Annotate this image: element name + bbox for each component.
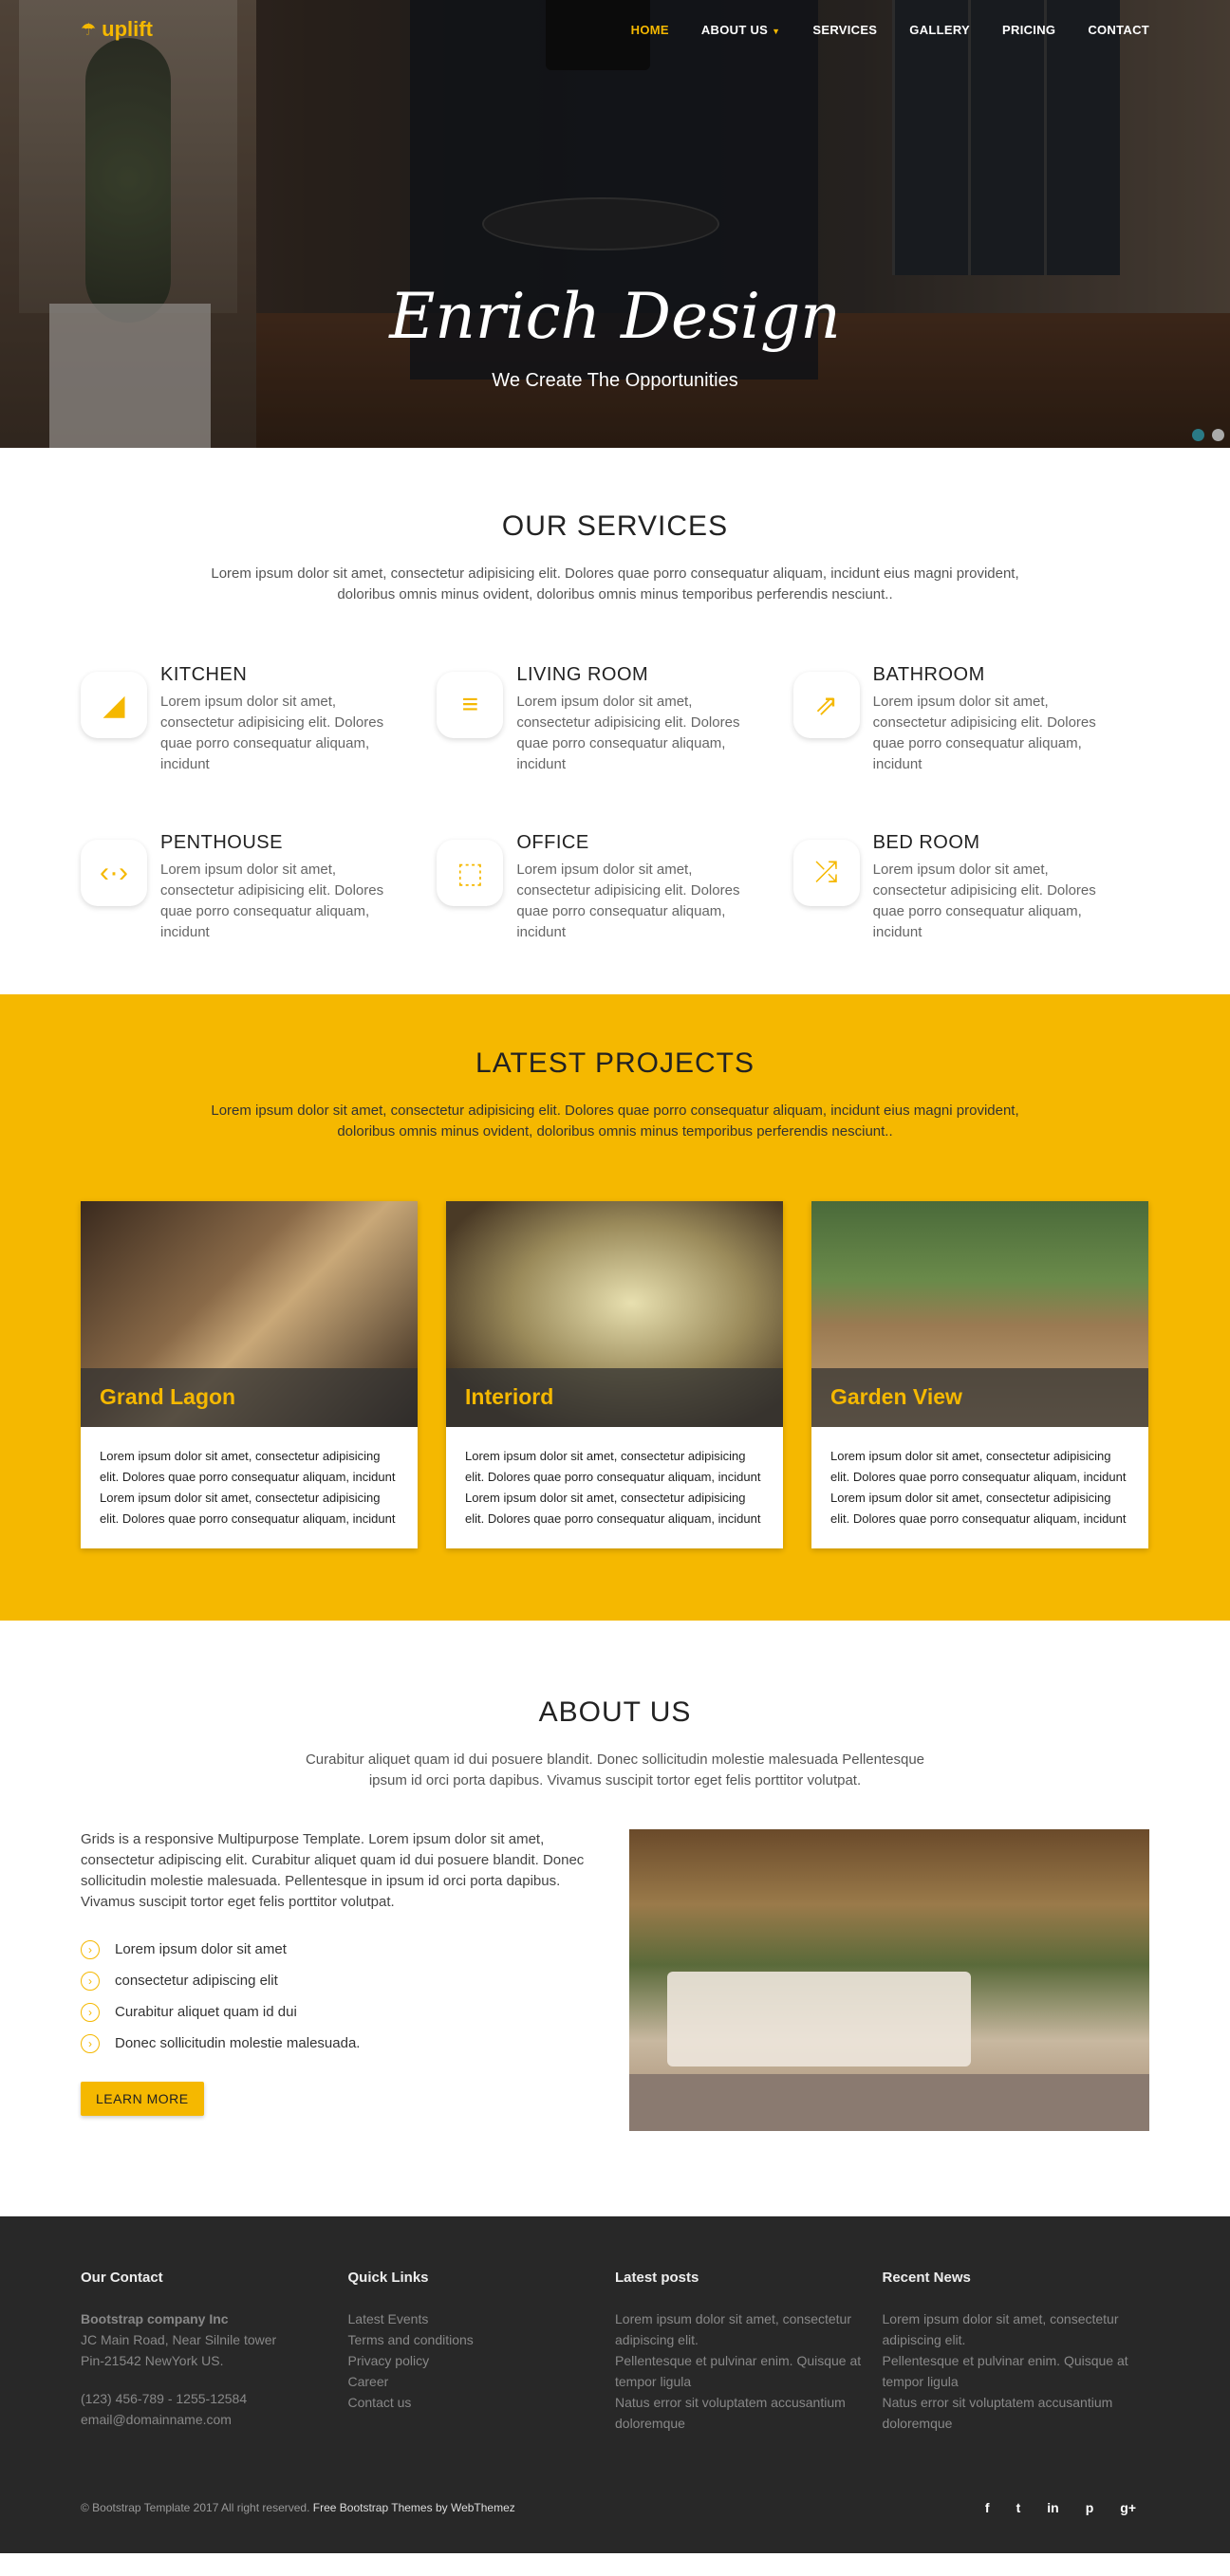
about-image-sofa — [667, 1972, 971, 2066]
footer-heading: Quick Links — [347, 2270, 429, 2286]
project-card[interactable] — [811, 1201, 1148, 1548]
slider-dot-2[interactable] — [1212, 429, 1224, 441]
about-image-floor — [629, 2074, 1149, 2131]
about-row — [81, 1829, 1149, 2131]
copyright-text: © Bootstrap Template 2017 All right reserved. — [81, 2501, 310, 2514]
post-link[interactable]: Natus error sit voluptatem accusantium doloremque — [615, 2395, 846, 2431]
project-image — [81, 1201, 418, 1427]
news-link[interactable]: Lorem ipsum dolor sit amet, consectetur adipiscing elit. — [882, 2311, 1119, 2347]
project-image — [446, 1201, 783, 1427]
caret-down-icon: ▼ — [772, 26, 781, 36]
credit-link[interactable]: Free Bootstrap Themes — [312, 2501, 433, 2514]
service-title: PENTHOUSE — [160, 832, 283, 853]
music-list-icon: ≡ — [437, 672, 503, 738]
hero-banner — [0, 0, 1230, 448]
social-links — [985, 2500, 1136, 2515]
linkedin-icon[interactable]: in — [1047, 2500, 1059, 2515]
phone: (123) 456-789 - 1255-12584 — [81, 2391, 248, 2406]
projects-title: LATEST PROJECTS — [475, 1047, 755, 1079]
services-subtitle: Lorem ipsum dolor sit amet, consectetur adipisicing elit. Dolores quae porro consequatur aliquam, incidunt eius magni provident, doloribus omnis minus ovident, doloribus omnis minus temporibus perferendis nesciunt.. — [211, 565, 1019, 602]
external-link-icon: ⇗ — [793, 672, 860, 738]
address-line: JC Main Road, Near Silnile tower — [81, 2332, 277, 2347]
list-item — [81, 1965, 593, 1996]
footer-heading: Recent News — [882, 2270, 971, 2286]
project-image — [811, 1201, 1148, 1427]
about-content — [81, 1829, 593, 2131]
service-title: BED ROOM — [872, 832, 980, 853]
umbrella-icon: ☂ — [81, 19, 97, 39]
nav-menu — [631, 23, 1149, 37]
service-bed-room — [793, 832, 1107, 943]
footer-link[interactable]: Career — [347, 2374, 389, 2389]
code-arrows-icon: ‹·› — [81, 840, 147, 906]
twitter-icon[interactable]: t — [1016, 2500, 1021, 2515]
services-grid — [81, 664, 1149, 943]
project-text: Lorem ipsum dolor sit amet, consectetur adipisicing elit. Dolores quae porro consequatur aliquam, incidunt Lorem ipsum dolor sit amet, consectetur adipisicing elit. Dolores quae porro consequatur aliquam, incidunt — [830, 1449, 1127, 1526]
service-title: OFFICE — [516, 832, 589, 853]
hero-title: Enrich Design — [389, 280, 841, 353]
footer — [0, 2216, 1230, 2553]
service-kitchen — [81, 664, 394, 775]
service-office — [437, 832, 750, 943]
footer-contact — [81, 2270, 348, 2434]
projects-section — [0, 994, 1230, 1621]
hero-subtitle: We Create The Opportunities — [492, 370, 738, 391]
news-link[interactable]: Natus error sit voluptatem accusantium doloremque — [882, 2395, 1113, 2431]
email-link[interactable]: email@domainname.com — [81, 2412, 232, 2427]
chevron-right-icon: › — [81, 1940, 100, 1959]
facebook-icon[interactable]: f — [984, 2500, 990, 2515]
footer-link[interactable]: Contact us — [347, 2395, 412, 2410]
chevron-right-icon: › — [81, 2034, 100, 2053]
company-name: Bootstrap company Inc — [81, 2311, 229, 2326]
nav-pricing[interactable]: PRICING — [1002, 22, 1056, 37]
chevron-right-icon: › — [81, 1972, 100, 1991]
google-plus-icon[interactable]: g+ — [1120, 2500, 1136, 2515]
project-card[interactable] — [81, 1201, 418, 1548]
post-link[interactable]: Pellentesque et pulvinar enim. Quisque at tempor ligula — [615, 2353, 862, 2389]
service-title: KITCHEN — [160, 664, 248, 685]
service-penthouse — [81, 832, 394, 943]
list-item-text: Lorem ipsum dolor sit amet — [115, 1941, 287, 1957]
list-item — [81, 1996, 593, 2028]
credit-by: by WebThemez — [435, 2501, 515, 2514]
nav-home[interactable]: HOME — [630, 22, 669, 37]
footer-heading: Our Contact — [81, 2270, 163, 2286]
logo-text: uplift — [102, 17, 153, 41]
footer-columns — [81, 2270, 1149, 2434]
about-subtitle: Curabitur aliquet quam id dui posuere blandit. Donec sollicitudin molestie malesuada Pellentesque ipsum id orci porta dapibus. Vivamus suscipit tortor eget felis porttitor volutpat. — [305, 1751, 925, 1788]
footer-link[interactable]: Privacy policy — [347, 2353, 430, 2368]
list-item — [81, 2028, 593, 2059]
learn-more-button[interactable]: LEARN MORE — [81, 2082, 204, 2116]
service-bathroom — [793, 664, 1107, 775]
footer-bottom — [81, 2434, 1149, 2553]
project-title: Interiord — [446, 1368, 783, 1427]
project-text: Lorem ipsum dolor sit amet, consectetur adipisicing elit. Dolores quae porro consequatur aliquam, incidunt Lorem ipsum dolor sit amet, consectetur adipisicing elit. Dolores quae porro consequatur aliquam, incidunt — [100, 1449, 396, 1526]
service-text: Lorem ipsum dolor sit amet, consectetur adipisicing elit. Dolores quae porro consequatur aliquam, incidunt — [516, 862, 740, 940]
service-text: Lorem ipsum dolor sit amet, consectetur adipisicing elit. Dolores quae porro consequatur aliquam, incidunt — [516, 694, 740, 772]
footer-recent-news — [883, 2270, 1150, 2434]
shuffle-icon: ⤮ — [793, 840, 860, 906]
about-section — [0, 1621, 1230, 2216]
nav-services[interactable]: SERVICES — [812, 22, 878, 37]
about-list — [81, 1934, 593, 2059]
services-title: OUR SERVICES — [501, 510, 729, 542]
projects-subtitle: Lorem ipsum dolor sit amet, consectetur adipisicing elit. Dolores quae porro consequatur aliquam, incidunt eius magni provident, doloribus omnis minus ovident, doloribus omnis minus temporibus perferendis nesciunt.. — [211, 1103, 1019, 1140]
slider-dot-1[interactable] — [1192, 429, 1204, 441]
picture-in-picture-icon: ⬚ — [437, 840, 503, 906]
service-text: Lorem ipsum dolor sit amet, consectetur adipisicing elit. Dolores quae porro consequatur aliquam, incidunt — [872, 694, 1096, 772]
footer-quick-links — [348, 2270, 616, 2434]
footer-latest-posts — [615, 2270, 883, 2434]
about-image — [629, 1829, 1149, 2131]
nav-contact[interactable]: CONTACT — [1088, 22, 1149, 37]
list-item-text: Donec sollicitudin molestie malesuada. — [115, 2035, 361, 2051]
hero-text — [0, 280, 1230, 392]
service-title: BATHROOM — [872, 664, 985, 685]
service-title: LIVING ROOM — [516, 664, 649, 685]
slider-dots — [1192, 429, 1224, 441]
copyright — [81, 2501, 515, 2514]
services-section — [0, 448, 1230, 994]
project-card[interactable] — [446, 1201, 783, 1548]
main-nav — [0, 0, 1230, 59]
pinterest-icon[interactable]: p — [1085, 2500, 1094, 2515]
about-intro: Grids is a responsive Multipurpose Template. Lorem ipsum dolor sit amet, consectetur adipiscing elit. Curabitur aliquet quam id dui posuere blandit. Donec sollicitudin molestie malesuada. Pellentesque in ipsum id orci porta dapibus. Vivamus suscipit tortor eget felis porttitor volutpat. — [81, 1831, 585, 1910]
news-link[interactable]: Pellentesque et pulvinar enim. Quisque at tempor ligula — [882, 2353, 1128, 2389]
service-text: Lorem ipsum dolor sit amet, consectetur adipisicing elit. Dolores quae porro consequatur aliquam, incidunt — [160, 694, 384, 772]
projects-grid — [81, 1201, 1149, 1548]
nav-about-us[interactable] — [701, 23, 781, 37]
nav-gallery[interactable]: GALLERY — [909, 22, 971, 37]
project-title: Garden View — [811, 1368, 1148, 1427]
list-item-text: Curabitur aliquet quam id dui — [115, 2004, 297, 2020]
footer-link[interactable]: Terms and conditions — [347, 2332, 474, 2347]
about-title: ABOUT US — [538, 1696, 692, 1728]
service-text: Lorem ipsum dolor sit amet, consectetur adipisicing elit. Dolores quae porro consequatur aliquam, incidunt — [872, 862, 1096, 940]
site-logo[interactable] — [81, 17, 153, 42]
list-item-text: consectetur adipiscing elit — [115, 1973, 278, 1989]
kitchen-icon: ◢ — [81, 672, 147, 738]
project-title: Grand Lagon — [81, 1368, 418, 1427]
post-link[interactable]: Lorem ipsum dolor sit amet, consectetur adipiscing elit. — [615, 2311, 851, 2347]
nav-about-us-label: ABOUT US — [700, 22, 769, 37]
chevron-right-icon: › — [81, 2003, 100, 2022]
service-living-room — [437, 664, 750, 775]
list-item — [81, 1934, 593, 1965]
address-line: Pin-21542 NewYork US. — [81, 2353, 224, 2368]
footer-link[interactable]: Latest Events — [347, 2311, 429, 2326]
service-text: Lorem ipsum dolor sit amet, consectetur adipisicing elit. Dolores quae porro consequatur aliquam, incidunt — [160, 862, 384, 940]
project-text: Lorem ipsum dolor sit amet, consectetur adipisicing elit. Dolores quae porro consequatur aliquam, incidunt Lorem ipsum dolor sit amet, consectetur adipisicing elit. Dolores quae porro consequatur aliquam, incidunt — [465, 1449, 761, 1526]
footer-heading: Latest posts — [615, 2270, 699, 2286]
